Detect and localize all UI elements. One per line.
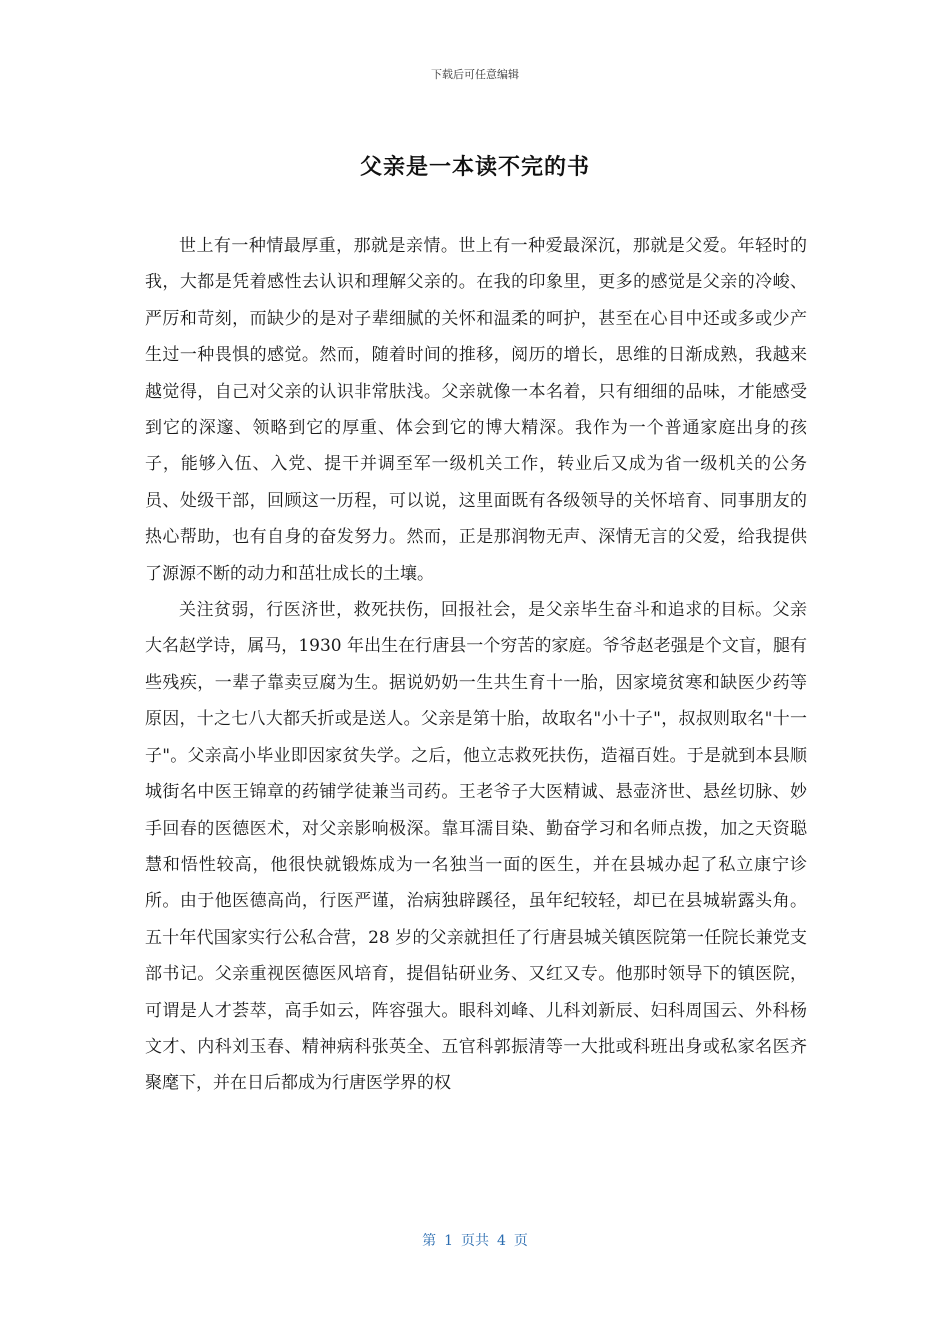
header-note: 下载后可任意编辑 — [431, 68, 519, 81]
paragraph-2: 关注贫弱，行医济世，救死扶伤，回报社会，是父亲毕生奋斗和追求的目标。父亲大名赵学诗，属马，1930 年出生在行唐县一个穷苦的家庭。爷爷赵老强是个文盲，腿有些残疾，一辈子靠卖豆腐为生。据说奶奶一生共生育十一胎，因家境贫寒和缺医少药等原因，十之七八大都夭折或是送人。父亲是第十胎，故取名"小十子"，叔叔则取名"十一子"。父亲高小毕业即因家贫失学。之后，他立志救死扶伤，造福百姓。于是就到本县顺城街名中医王锦章的药铺学徒兼当司药。王老爷子大医精诚、悬壶济世、悬丝切脉、妙手回春的医德医术，对父亲影响极深。靠耳濡目染、勤奋学习和名师点拨，加之天资聪慧和悟性较高，他很快就锻炼成为一名独当一面的医生，并在县城办起了私立康宁诊所。由于他医德高尚，行医严谨，治病独辟蹊径，虽年纪较轻，却已在县城崭露头角。五十年代国家实行公私合营，28 岁的父亲就担任了行唐县城关镇医院第一任院长兼党支部书记。父亲重视医德医风培育，提倡钻研业务、又红又专。他那时领导下的镇医院，可谓是人才荟萃，高手如云，阵容强大。眼科刘峰、儿科刘新辰、妇科周国云、外科杨文才、内科刘玉春、精神病科张英全、五官科郭振清等一大批或科班出身或私家名医齐聚麾下，并在日后都成为行唐医学界的权 — [145, 600, 807, 1094]
footer-current-page: 1 — [444, 1233, 453, 1249]
document-body — [145, 228, 807, 1102]
footer-total-pages: 4 — [497, 1233, 506, 1249]
footer-suffix: 页 — [513, 1233, 528, 1249]
document-title: 父亲是一本读不完的书 — [359, 155, 590, 180]
page-footer — [0, 1230, 950, 1250]
footer-middle: 页共 — [461, 1233, 489, 1249]
footer-prefix: 第 — [422, 1233, 437, 1249]
paragraph-1: 世上有一种情最厚重，那就是亲情。世上有一种爱最深沉，那就是父爱。年轻时的我，大都是凭着感性去认识和理解父亲的。在我的印象里，更多的感觉是父亲的冷峻、严厉和苛刻，而缺少的是对子辈细腻的关怀和温柔的呵护，甚至在心目中还或多或少产生过一种畏惧的感觉。然而，随着时间的推移，阅历的增长，思维的日渐成熟，我越来越觉得，自己对父亲的认识非常肤浅。父亲就像一本名着，只有细细的品味，才能感受到它的深邃、领略到它的厚重、体会到它的博大精深。我作为一个普通家庭出身的孩子，能够入伍、入党、提干并调至军一级机关工作，转业后又成为省一级机关的公务员、处级干部，回顾这一历程，可以说，这里面既有各级领导的关怀培育、同事朋友的热心帮助，也有自身的奋发努力。然而，正是那润物无声、深情无言的父爱，给我提供了源源不断的动力和茁壮成长的土壤。 — [145, 236, 807, 584]
